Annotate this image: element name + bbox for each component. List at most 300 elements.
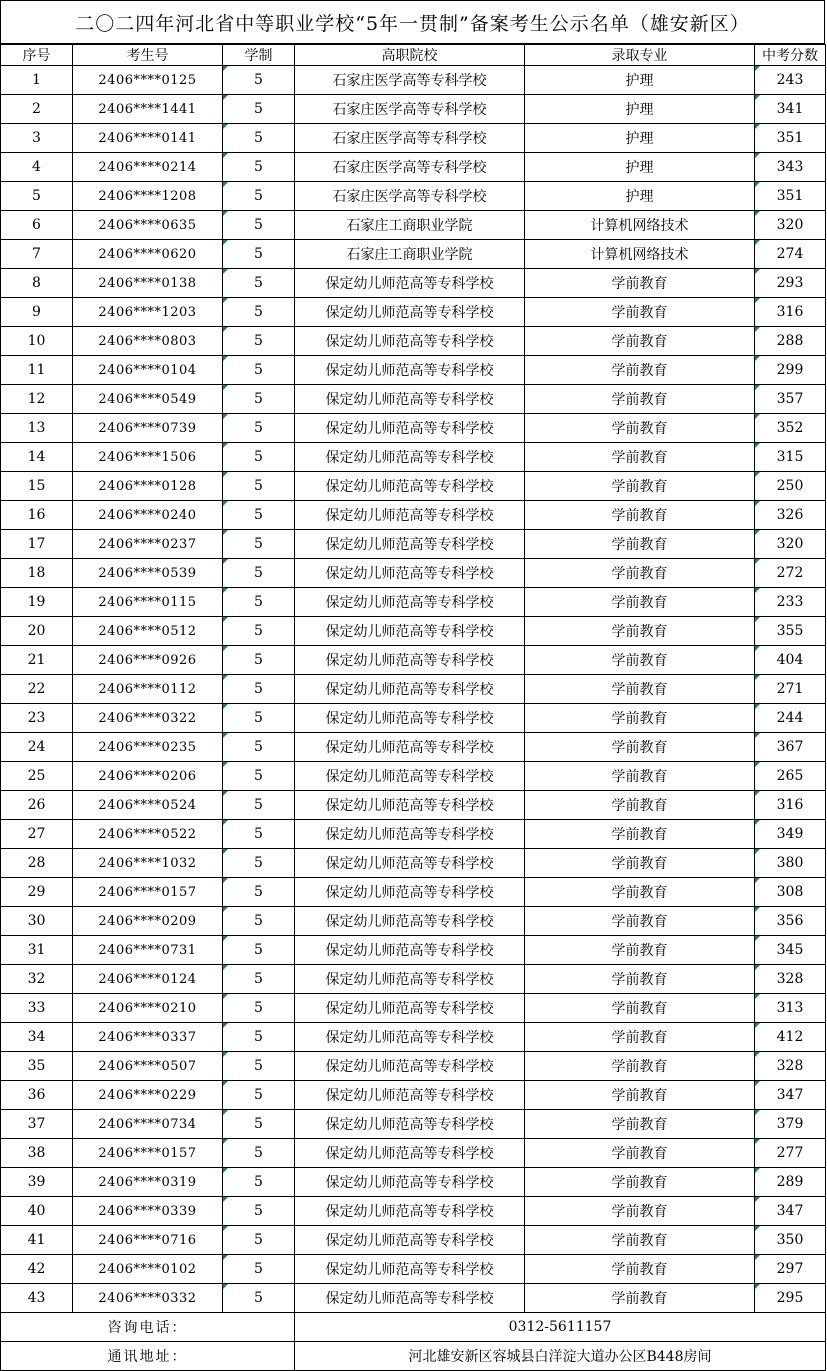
cell-index: 42 — [1, 1255, 73, 1284]
cell-index: 21 — [1, 646, 73, 675]
cell-college: 保定幼儿师范高等专科学校 — [295, 646, 525, 675]
cell-major: 学前教育 — [525, 1255, 755, 1284]
cell-college: 石家庄工商职业学院 — [295, 211, 525, 240]
cell-exam-id: 2406****0539 — [73, 559, 223, 588]
table-row — [1, 704, 826, 733]
cell-college: 保定幼儿师范高等专科学校 — [295, 1168, 525, 1197]
cell-score: 412 — [755, 1023, 826, 1052]
table-row — [1, 443, 826, 472]
cell-major: 学前教育 — [525, 385, 755, 414]
cell-duration: 5 — [223, 1284, 295, 1313]
cell-exam-id: 2406****0206 — [73, 762, 223, 791]
cell-major: 护理 — [525, 182, 755, 211]
cell-index: 33 — [1, 994, 73, 1023]
cell-major: 学前教育 — [525, 327, 755, 356]
cell-index: 18 — [1, 559, 73, 588]
cell-college: 保定幼儿师范高等专科学校 — [295, 472, 525, 501]
cell-duration: 5 — [223, 1197, 295, 1226]
cell-college: 保定幼儿师范高等专科学校 — [295, 588, 525, 617]
cell-score: 289 — [755, 1168, 826, 1197]
cell-exam-id: 2406****1441 — [73, 95, 223, 124]
table-header-row — [1, 45, 826, 66]
cell-major: 学前教育 — [525, 675, 755, 704]
cell-exam-id: 2406****0319 — [73, 1168, 223, 1197]
cell-major: 学前教育 — [525, 733, 755, 762]
header-duration: 学制 — [223, 45, 295, 66]
document-title: 二〇二四年河北省中等职业学校“5年一贯制”备案考生公示名单（雄安新区） — [0, 0, 825, 44]
table-row — [1, 153, 826, 182]
table-row — [1, 936, 826, 965]
cell-duration: 5 — [223, 153, 295, 182]
cell-exam-id: 2406****0237 — [73, 530, 223, 559]
cell-college: 保定幼儿师范高等专科学校 — [295, 298, 525, 327]
table-row — [1, 820, 826, 849]
cell-exam-id: 2406****0716 — [73, 1226, 223, 1255]
cell-score: 326 — [755, 501, 826, 530]
cell-index: 11 — [1, 356, 73, 385]
cell-index: 40 — [1, 1197, 73, 1226]
cell-exam-id: 2406****0524 — [73, 791, 223, 820]
cell-major: 学前教育 — [525, 936, 755, 965]
cell-exam-id: 2406****0104 — [73, 356, 223, 385]
cell-major: 学前教育 — [525, 472, 755, 501]
cell-exam-id: 2406****1506 — [73, 443, 223, 472]
header-college: 高职院校 — [295, 45, 525, 66]
table-row — [1, 501, 826, 530]
cell-duration: 5 — [223, 646, 295, 675]
cell-college: 保定幼儿师范高等专科学校 — [295, 1284, 525, 1313]
cell-index: 34 — [1, 1023, 73, 1052]
cell-major: 学前教育 — [525, 1226, 755, 1255]
cell-score: 380 — [755, 849, 826, 878]
cell-score: 379 — [755, 1110, 826, 1139]
cell-major: 学前教育 — [525, 1081, 755, 1110]
cell-index: 25 — [1, 762, 73, 791]
cell-index: 16 — [1, 501, 73, 530]
cell-score: 320 — [755, 530, 826, 559]
table-row — [1, 994, 826, 1023]
cell-major: 学前教育 — [525, 443, 755, 472]
cell-major: 学前教育 — [525, 762, 755, 791]
table-row — [1, 1255, 826, 1284]
cell-duration: 5 — [223, 820, 295, 849]
cell-index: 31 — [1, 936, 73, 965]
cell-index: 32 — [1, 965, 73, 994]
cell-duration: 5 — [223, 443, 295, 472]
cell-exam-id: 2406****0124 — [73, 965, 223, 994]
cell-score: 350 — [755, 1226, 826, 1255]
cell-duration: 5 — [223, 298, 295, 327]
cell-college: 石家庄医学高等专科学校 — [295, 182, 525, 211]
cell-index: 22 — [1, 675, 73, 704]
cell-index: 14 — [1, 443, 73, 472]
cell-major: 学前教育 — [525, 414, 755, 443]
cell-duration: 5 — [223, 791, 295, 820]
cell-major: 学前教育 — [525, 588, 755, 617]
cell-major: 学前教育 — [525, 878, 755, 907]
cell-college: 保定幼儿师范高等专科学校 — [295, 965, 525, 994]
cell-major: 计算机网络技术 — [525, 211, 755, 240]
cell-index: 26 — [1, 791, 73, 820]
cell-duration: 5 — [223, 1081, 295, 1110]
cell-score: 352 — [755, 414, 826, 443]
cell-duration: 5 — [223, 385, 295, 414]
cell-duration: 5 — [223, 733, 295, 762]
cell-duration: 5 — [223, 1023, 295, 1052]
cell-college: 石家庄医学高等专科学校 — [295, 124, 525, 153]
cell-exam-id: 2406****0731 — [73, 936, 223, 965]
cell-index: 43 — [1, 1284, 73, 1313]
cell-major: 学前教育 — [525, 704, 755, 733]
cell-duration: 5 — [223, 1168, 295, 1197]
cell-duration: 5 — [223, 994, 295, 1023]
table-row — [1, 385, 826, 414]
student-table — [0, 44, 826, 1371]
cell-college: 石家庄工商职业学院 — [295, 240, 525, 269]
cell-index: 2 — [1, 95, 73, 124]
cell-duration: 5 — [223, 675, 295, 704]
table-row — [1, 1081, 826, 1110]
cell-major: 学前教育 — [525, 646, 755, 675]
cell-score: 357 — [755, 385, 826, 414]
cell-score: 243 — [755, 66, 826, 95]
cell-major: 学前教育 — [525, 1110, 755, 1139]
table-row — [1, 617, 826, 646]
cell-exam-id: 2406****0125 — [73, 66, 223, 95]
cell-index: 36 — [1, 1081, 73, 1110]
cell-score: 308 — [755, 878, 826, 907]
cell-exam-id: 2406****1203 — [73, 298, 223, 327]
cell-score: 328 — [755, 965, 826, 994]
cell-major: 学前教育 — [525, 849, 755, 878]
cell-duration: 5 — [223, 356, 295, 385]
cell-college: 保定幼儿师范高等专科学校 — [295, 1023, 525, 1052]
cell-index: 3 — [1, 124, 73, 153]
cell-exam-id: 2406****0620 — [73, 240, 223, 269]
cell-college: 保定幼儿师范高等专科学校 — [295, 385, 525, 414]
cell-college: 保定幼儿师范高等专科学校 — [295, 1081, 525, 1110]
cell-college: 保定幼儿师范高等专科学校 — [295, 907, 525, 936]
table-row — [1, 530, 826, 559]
cell-duration: 5 — [223, 559, 295, 588]
cell-index: 7 — [1, 240, 73, 269]
cell-duration: 5 — [223, 66, 295, 95]
table-row — [1, 849, 826, 878]
cell-index: 9 — [1, 298, 73, 327]
table-row — [1, 95, 826, 124]
cell-college: 保定幼儿师范高等专科学校 — [295, 878, 525, 907]
cell-college: 保定幼儿师范高等专科学校 — [295, 936, 525, 965]
table-body — [1, 66, 826, 1313]
cell-major: 学前教育 — [525, 907, 755, 936]
cell-exam-id: 2406****1208 — [73, 182, 223, 211]
cell-major: 学前教育 — [525, 820, 755, 849]
cell-exam-id: 2406****0926 — [73, 646, 223, 675]
table-row — [1, 269, 826, 298]
cell-index: 13 — [1, 414, 73, 443]
cell-index: 35 — [1, 1052, 73, 1081]
cell-duration: 5 — [223, 530, 295, 559]
cell-exam-id: 2406****0115 — [73, 588, 223, 617]
cell-duration: 5 — [223, 762, 295, 791]
cell-score: 297 — [755, 1255, 826, 1284]
cell-exam-id: 2406****0214 — [73, 153, 223, 182]
cell-score: 404 — [755, 646, 826, 675]
cell-exam-id: 2406****0507 — [73, 1052, 223, 1081]
cell-major: 学前教育 — [525, 1052, 755, 1081]
cell-duration: 5 — [223, 1255, 295, 1284]
cell-college: 保定幼儿师范高等专科学校 — [295, 762, 525, 791]
table-row — [1, 1168, 826, 1197]
cell-major: 学前教育 — [525, 1284, 755, 1313]
cell-exam-id: 2406****0157 — [73, 1139, 223, 1168]
cell-index: 41 — [1, 1226, 73, 1255]
cell-index: 10 — [1, 327, 73, 356]
table-row — [1, 646, 826, 675]
cell-college: 保定幼儿师范高等专科学校 — [295, 559, 525, 588]
cell-exam-id: 2406****0128 — [73, 472, 223, 501]
table-row — [1, 1284, 826, 1313]
cell-index: 38 — [1, 1139, 73, 1168]
table-row — [1, 240, 826, 269]
cell-college: 保定幼儿师范高等专科学校 — [295, 675, 525, 704]
cell-duration: 5 — [223, 124, 295, 153]
cell-exam-id: 2406****0240 — [73, 501, 223, 530]
cell-index: 8 — [1, 269, 73, 298]
cell-score: 277 — [755, 1139, 826, 1168]
cell-college: 保定幼儿师范高等专科学校 — [295, 327, 525, 356]
cell-college: 保定幼儿师范高等专科学校 — [295, 269, 525, 298]
cell-exam-id: 2406****0337 — [73, 1023, 223, 1052]
cell-duration: 5 — [223, 472, 295, 501]
cell-score: 328 — [755, 1052, 826, 1081]
cell-score: 299 — [755, 356, 826, 385]
cell-college: 保定幼儿师范高等专科学校 — [295, 994, 525, 1023]
cell-duration: 5 — [223, 211, 295, 240]
cell-college: 保定幼儿师范高等专科学校 — [295, 617, 525, 646]
cell-college: 保定幼儿师范高等专科学校 — [295, 849, 525, 878]
cell-score: 316 — [755, 298, 826, 327]
cell-major: 护理 — [525, 66, 755, 95]
cell-major: 学前教育 — [525, 1197, 755, 1226]
cell-index: 1 — [1, 66, 73, 95]
cell-score: 244 — [755, 704, 826, 733]
cell-major: 学前教育 — [525, 965, 755, 994]
cell-exam-id: 2406****0635 — [73, 211, 223, 240]
cell-duration: 5 — [223, 414, 295, 443]
phone-value: 0312-5611157 — [295, 1313, 826, 1342]
cell-duration: 5 — [223, 1052, 295, 1081]
cell-index: 4 — [1, 153, 73, 182]
cell-major: 学前教育 — [525, 617, 755, 646]
cell-major: 学前教育 — [525, 1139, 755, 1168]
cell-score: 313 — [755, 994, 826, 1023]
cell-score: 271 — [755, 675, 826, 704]
cell-score: 351 — [755, 124, 826, 153]
header-score: 中考分数 — [755, 45, 826, 66]
cell-exam-id: 2406****0138 — [73, 269, 223, 298]
table-row — [1, 1052, 826, 1081]
cell-duration: 5 — [223, 936, 295, 965]
table-row — [1, 298, 826, 327]
cell-index: 24 — [1, 733, 73, 762]
cell-college: 保定幼儿师范高等专科学校 — [295, 530, 525, 559]
cell-score: 274 — [755, 240, 826, 269]
cell-score: 320 — [755, 211, 826, 240]
cell-duration: 5 — [223, 240, 295, 269]
cell-exam-id: 2406****0339 — [73, 1197, 223, 1226]
table-row — [1, 1139, 826, 1168]
cell-major: 护理 — [525, 95, 755, 124]
cell-major: 学前教育 — [525, 298, 755, 327]
cell-duration: 5 — [223, 878, 295, 907]
cell-college: 保定幼儿师范高等专科学校 — [295, 414, 525, 443]
cell-major: 学前教育 — [525, 530, 755, 559]
cell-exam-id: 2406****0102 — [73, 1255, 223, 1284]
cell-major: 护理 — [525, 124, 755, 153]
table-row — [1, 66, 826, 95]
cell-index: 23 — [1, 704, 73, 733]
header-exam-id: 考生号 — [73, 45, 223, 66]
cell-duration: 5 — [223, 1110, 295, 1139]
cell-college: 保定幼儿师范高等专科学校 — [295, 704, 525, 733]
cell-college: 保定幼儿师范高等专科学校 — [295, 1255, 525, 1284]
cell-exam-id: 2406****0210 — [73, 994, 223, 1023]
cell-index: 27 — [1, 820, 73, 849]
cell-score: 345 — [755, 936, 826, 965]
table-row — [1, 1110, 826, 1139]
cell-college: 保定幼儿师范高等专科学校 — [295, 1197, 525, 1226]
cell-score: 355 — [755, 617, 826, 646]
cell-college: 保定幼儿师范高等专科学校 — [295, 1226, 525, 1255]
cell-index: 6 — [1, 211, 73, 240]
cell-exam-id: 2406****0332 — [73, 1284, 223, 1313]
cell-major: 学前教育 — [525, 1023, 755, 1052]
header-major: 录取专业 — [525, 45, 755, 66]
cell-score: 343 — [755, 153, 826, 182]
table-row — [1, 965, 826, 994]
cell-exam-id: 2406****0235 — [73, 733, 223, 762]
cell-college: 保定幼儿师范高等专科学校 — [295, 1052, 525, 1081]
table-row — [1, 211, 826, 240]
cell-major: 学前教育 — [525, 269, 755, 298]
address-row — [1, 1342, 826, 1371]
table-row — [1, 414, 826, 443]
address-label: 通讯地址： — [1, 1342, 295, 1371]
cell-exam-id: 2406****0549 — [73, 385, 223, 414]
cell-score: 347 — [755, 1081, 826, 1110]
cell-exam-id: 2406****0112 — [73, 675, 223, 704]
cell-index: 5 — [1, 182, 73, 211]
cell-score: 315 — [755, 443, 826, 472]
cell-exam-id: 2406****0157 — [73, 878, 223, 907]
cell-exam-id: 2406****0734 — [73, 1110, 223, 1139]
table-row — [1, 356, 826, 385]
cell-major: 学前教育 — [525, 356, 755, 385]
table-row — [1, 1226, 826, 1255]
cell-index: 17 — [1, 530, 73, 559]
cell-score: 341 — [755, 95, 826, 124]
cell-score: 316 — [755, 791, 826, 820]
cell-duration: 5 — [223, 327, 295, 356]
cell-index: 15 — [1, 472, 73, 501]
table-row — [1, 327, 826, 356]
table-row — [1, 472, 826, 501]
cell-score: 233 — [755, 588, 826, 617]
cell-duration: 5 — [223, 704, 295, 733]
table-row — [1, 124, 826, 153]
table-row — [1, 182, 826, 211]
phone-label: 咨询电话： — [1, 1313, 295, 1342]
cell-exam-id: 2406****0739 — [73, 414, 223, 443]
cell-index: 19 — [1, 588, 73, 617]
cell-duration: 5 — [223, 907, 295, 936]
cell-exam-id: 2406****1032 — [73, 849, 223, 878]
table-row — [1, 791, 826, 820]
cell-exam-id: 2406****0512 — [73, 617, 223, 646]
table-row — [1, 1197, 826, 1226]
cell-college: 保定幼儿师范高等专科学校 — [295, 820, 525, 849]
cell-score: 349 — [755, 820, 826, 849]
cell-score: 250 — [755, 472, 826, 501]
phone-row — [1, 1313, 826, 1342]
cell-college: 石家庄医学高等专科学校 — [295, 153, 525, 182]
cell-duration: 5 — [223, 269, 295, 298]
table-row — [1, 588, 826, 617]
cell-college: 石家庄医学高等专科学校 — [295, 66, 525, 95]
cell-index: 29 — [1, 878, 73, 907]
cell-major: 学前教育 — [525, 1168, 755, 1197]
table-row — [1, 559, 826, 588]
cell-index: 37 — [1, 1110, 73, 1139]
cell-duration: 5 — [223, 95, 295, 124]
cell-index: 28 — [1, 849, 73, 878]
cell-duration: 5 — [223, 501, 295, 530]
table-row — [1, 733, 826, 762]
cell-duration: 5 — [223, 617, 295, 646]
cell-exam-id: 2406****0209 — [73, 907, 223, 936]
cell-score: 288 — [755, 327, 826, 356]
cell-index: 39 — [1, 1168, 73, 1197]
cell-duration: 5 — [223, 1226, 295, 1255]
header-index: 序号 — [1, 45, 73, 66]
cell-college: 保定幼儿师范高等专科学校 — [295, 356, 525, 385]
cell-major: 学前教育 — [525, 994, 755, 1023]
cell-college: 保定幼儿师范高等专科学校 — [295, 501, 525, 530]
cell-duration: 5 — [223, 1139, 295, 1168]
cell-score: 265 — [755, 762, 826, 791]
table-row — [1, 762, 826, 791]
cell-exam-id: 2406****0803 — [73, 327, 223, 356]
cell-exam-id: 2406****0229 — [73, 1081, 223, 1110]
cell-score: 295 — [755, 1284, 826, 1313]
cell-duration: 5 — [223, 849, 295, 878]
cell-college: 保定幼儿师范高等专科学校 — [295, 791, 525, 820]
cell-college: 保定幼儿师范高等专科学校 — [295, 1110, 525, 1139]
cell-college: 保定幼儿师范高等专科学校 — [295, 733, 525, 762]
cell-exam-id: 2406****0322 — [73, 704, 223, 733]
table-row — [1, 675, 826, 704]
table-row — [1, 878, 826, 907]
cell-score: 347 — [755, 1197, 826, 1226]
cell-score: 356 — [755, 907, 826, 936]
cell-major: 护理 — [525, 153, 755, 182]
cell-index: 12 — [1, 385, 73, 414]
cell-score: 272 — [755, 559, 826, 588]
cell-duration: 5 — [223, 182, 295, 211]
cell-index: 30 — [1, 907, 73, 936]
cell-index: 20 — [1, 617, 73, 646]
